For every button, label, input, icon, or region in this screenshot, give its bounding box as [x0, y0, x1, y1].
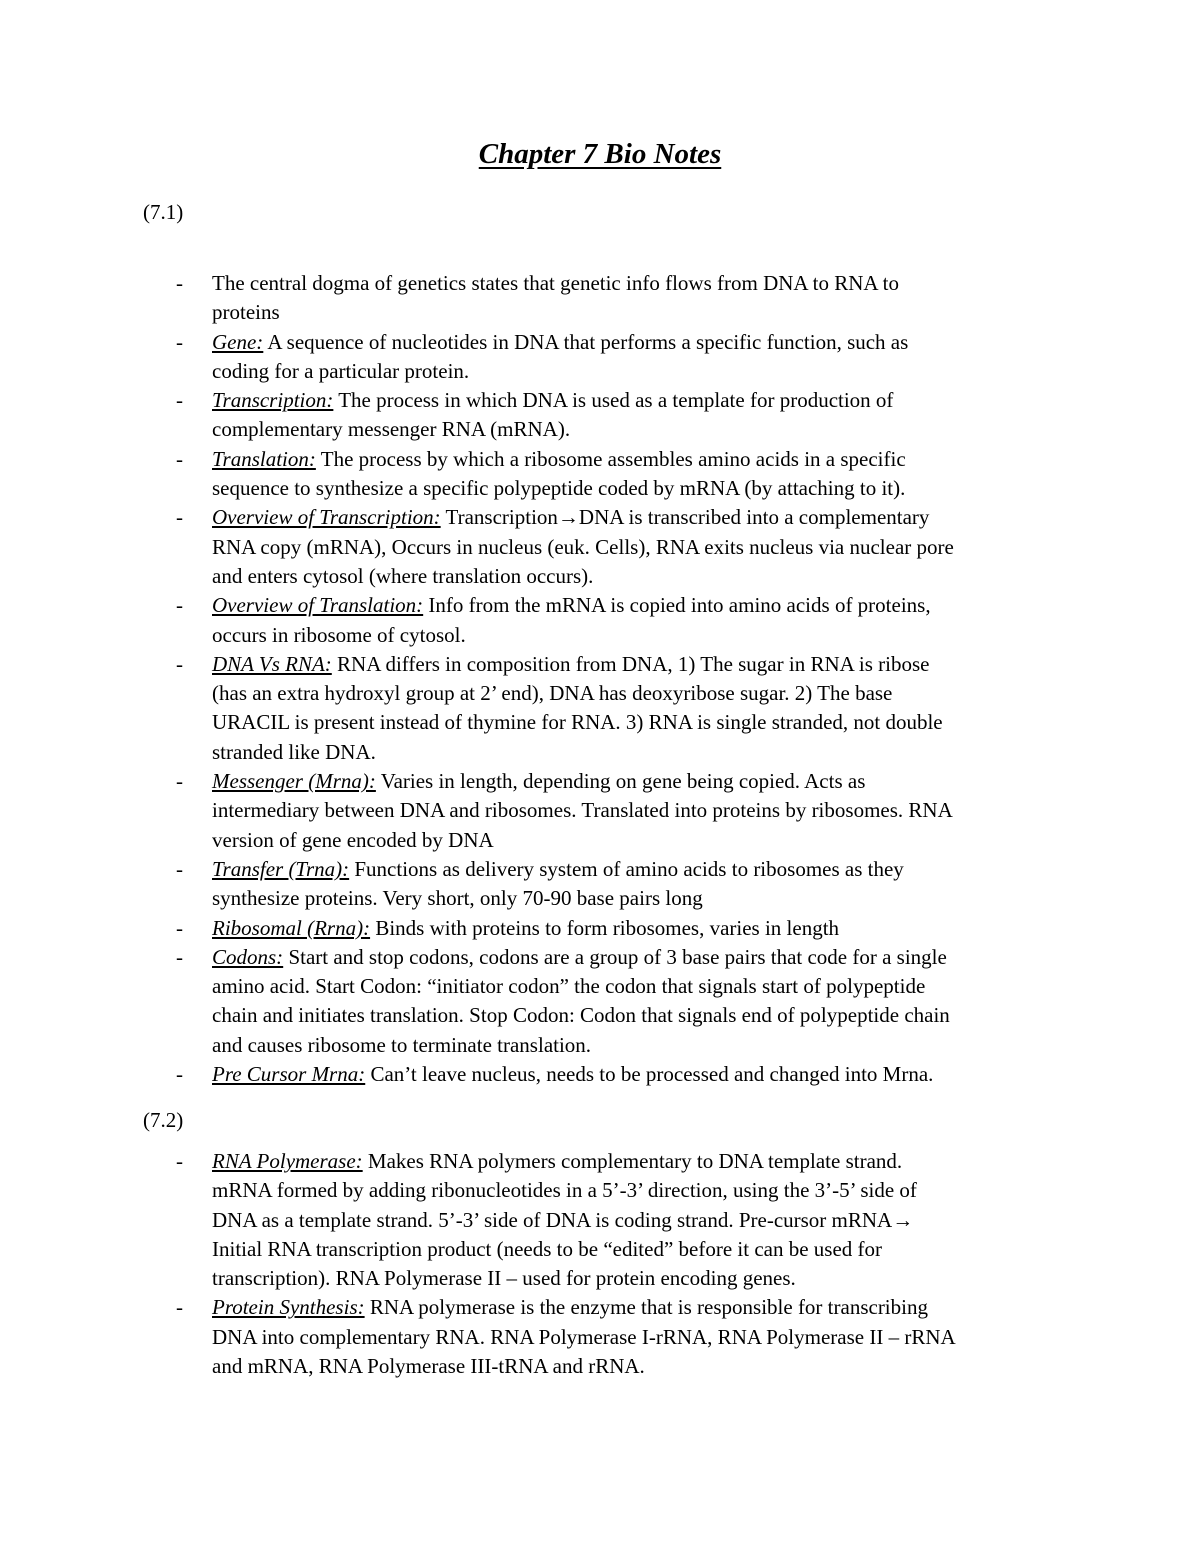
bullet-dash: -	[176, 1149, 183, 1173]
item-term: Overview of Transcription:	[212, 505, 441, 530]
list-item	[0, 650, 1100, 767]
item-text: Start and stop codons, codons are a group of 3 base pairs that code for a single amino acid. Start Codon: “initiator codon” the codon that signals start of polypeptide chain and initiates translation. Stop Codon: Codon that signals end of polypeptide chain and causes ribosome to terminate translation.	[212, 944, 950, 1057]
bullet-dash: -	[176, 769, 183, 794]
item-text: The process in which DNA is used as a template for production of complementary messenger RNA (mRNA).	[212, 388, 894, 442]
bullet-dash: -	[176, 271, 183, 295]
item-text: A sequence of nucleotides in DNA that performs a specific function, such as coding for a particular protein.	[212, 329, 909, 383]
bullet-dash: -	[176, 944, 183, 969]
item-term: RNA Polymerase:	[212, 1149, 363, 1173]
bullet-dash: -	[176, 446, 183, 471]
item-text: Binds with proteins to form ribosomes, varies in length	[370, 915, 840, 940]
section-7-1-list	[0, 269, 1100, 1089]
item-term: Transcription:	[212, 388, 334, 413]
page-title: Chapter 7 Bio Notes	[478, 138, 722, 170]
section-label-7-2: (7.2)	[143, 1108, 184, 1132]
item-text: Functions as delivery system of amino acids to ribosomes as they synthesize proteins. Very short, only 70-90 base pairs long	[212, 856, 904, 911]
item-text: The process by which a ribosome assembles amino acids in a specific sequence to synthesize a specific polypeptide coded by mRNA (by attaching to it).	[212, 446, 906, 501]
item-term: Messenger (Mrna):	[212, 769, 376, 794]
item-text: The central dogma of genetics states that genetic info flows from DNA to RNA to proteins	[212, 271, 900, 325]
section-7-2-list	[0, 1147, 1100, 1381]
item-term: Codons:	[212, 944, 284, 969]
item-text: Varies in length, depending on gene being copied. Acts as intermediary between DNA and ribosomes. Translated into proteins by ribosomes. RNA version of gene encoded by DNA	[212, 769, 952, 852]
bullet-dash: -	[176, 651, 183, 676]
list-item	[0, 445, 1100, 504]
item-term: Translation:	[212, 446, 316, 471]
item-text: Can’t leave nucleus, needs to be processed and changed into Mrna.	[365, 1062, 934, 1087]
list-item	[0, 1293, 1100, 1381]
bullet-dash: -	[176, 1062, 183, 1087]
list-item	[0, 855, 1100, 914]
item-term: DNA Vs RNA:	[212, 651, 332, 676]
item-text: RNA polymerase is the enzyme that is responsible for transcribing DNA into complementary RNA. RNA Polymerase I-rRNA, RNA Polymerase II – rRNA and mRNA, RNA Polymerase III-tRNA and rRNA.	[212, 1295, 955, 1379]
item-term: Pre Cursor Mrna:	[212, 1062, 366, 1087]
list-item	[0, 328, 1100, 387]
list-item	[0, 1060, 1100, 1089]
item-text: Info from the mRNA is copied into amino acids of proteins, occurs in ribosome of cytosol.	[212, 593, 931, 647]
section-label-7-1: (7.1)	[143, 200, 184, 224]
list-item	[0, 386, 1100, 445]
list-item	[0, 1147, 1100, 1293]
bullet-dash: -	[176, 593, 183, 618]
bullet-dash: -	[176, 388, 183, 413]
item-term: Ribosomal (Rrna):	[212, 915, 371, 940]
bullet-dash: -	[176, 915, 183, 940]
item-term: Protein Synthesis:	[212, 1295, 365, 1320]
item-text: RNA differs in composition from DNA, 1) The sugar in RNA is ribose (has an extra hydroxyl group at 2’ end), DNA has deoxyribose sugar. 2) The base URACIL is present instead of thymine for RNA. 3) RNA is single stranded, not double stranded like DNA.	[212, 651, 943, 764]
list-item	[0, 914, 1100, 943]
item-term: Transfer (Trna):	[212, 856, 350, 881]
bullet-dash: -	[176, 329, 183, 354]
item-text: Makes RNA polymers complementary to DNA template strand. mRNA formed by adding ribonucleotides in a 5’-3’ direction, using the 3’-5’ side of DNA as a template strand. 5’-3’ side of DNA is coding strand. Pre-cursor mRNA→ Initial RNA transcription product (needs to be “edited” before it can be used for transcription). RNA Polymerase II – used for protein encoding genes.	[212, 1149, 917, 1291]
item-term: Overview of Translation:	[212, 593, 424, 618]
list-item	[0, 591, 1100, 650]
item-term: Gene:	[212, 329, 264, 354]
bullet-dash: -	[176, 856, 183, 881]
list-item	[0, 503, 1100, 591]
list-item	[0, 943, 1100, 1060]
bullet-dash: -	[176, 505, 183, 530]
bullet-dash: -	[176, 1295, 183, 1320]
list-item	[0, 767, 1100, 855]
item-text: Transcription→DNA is transcribed into a complementary RNA copy (mRNA), Occurs in nucleus (euk. Cells), RNA exits nucleus via nuclear pore and enters cytosol (where translation occurs).	[212, 505, 954, 588]
list-item	[0, 269, 1100, 328]
